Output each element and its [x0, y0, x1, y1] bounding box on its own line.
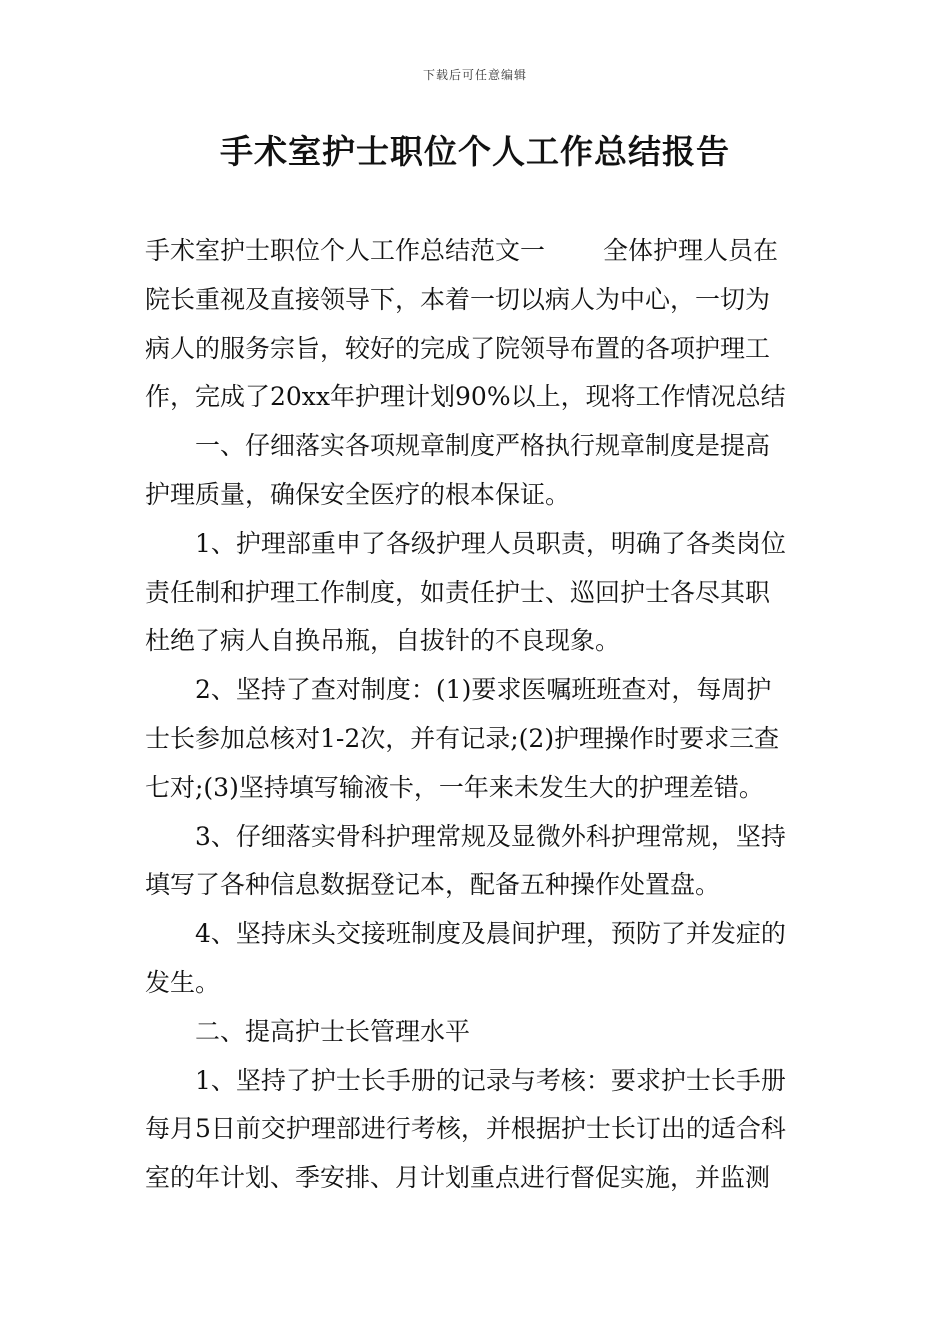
text-line: 责任制和护理工作制度，如责任护士、巡回护士各尽其职: [145, 577, 771, 607]
text-line: 每月5日前交护理部进行考核，并根据护士长订出的适合科: [145, 1114, 786, 1144]
item-4-paragraph: [145, 910, 807, 1008]
intro-heading: 手术室护士职位个人工作总结范文一: [145, 236, 546, 265]
text-line: 杜绝了病人自换吊瓶，自拔针的不良现象。: [145, 626, 621, 656]
text-line: 士长参加总核对1-2次，并有记录;(2)护理操作时要求三查: [145, 723, 780, 753]
header-note: 下载后可任意编辑: [422, 68, 527, 82]
text-line: 4、坚持床头交接班制度及晨间护理，预防了并发症的: [195, 919, 786, 949]
text-line: 1、护理部重申了各级护理人员职责，明确了各类岗位: [195, 528, 786, 558]
section-two-item-1-paragraph: [145, 1057, 807, 1203]
document-title: 手术室护士职位个人工作总结报告: [220, 132, 730, 171]
text-line: 二、提高护士长管理水平: [195, 1016, 471, 1046]
text-line: 一、仔细落实各项规章制度严格执行规章制度是提高: [195, 431, 771, 461]
text-line: 1、坚持了护士长手册的记录与考核：要求护士长手册: [195, 1065, 786, 1095]
item-3-paragraph: [145, 813, 807, 911]
text-line: 3、仔细落实骨科护理常规及显微外科护理常规，坚持: [195, 821, 786, 851]
section-two-heading-paragraph: [145, 1008, 807, 1057]
text-line: 填写了各种信息数据登记本，配备五种操作处置盘。: [145, 870, 721, 900]
document-body: [145, 227, 807, 1203]
item-2-paragraph: [145, 666, 807, 812]
item-1-paragraph: [145, 520, 807, 666]
text-line: 室的年计划、季安排、月计划重点进行督促实施，并监测: [145, 1163, 771, 1193]
text-line: 七对;(3)坚持填写输液卡，一年来未发生大的护理差错。: [145, 772, 764, 802]
intro-paragraph: [145, 227, 807, 422]
text-line: 院长重视及直接领导下，本着一切以病人为中心，一切为: [145, 284, 771, 314]
text-line: 护理质量，确保安全医疗的根本保证。: [145, 479, 571, 509]
text-span: 全体护理人员在: [603, 236, 779, 265]
text-line: [145, 227, 807, 276]
text-line: 病人的服务宗旨，较好的完成了院领导布置的各项护理工: [145, 333, 771, 363]
section-one-heading-paragraph: [145, 422, 807, 520]
text-line: 发生。: [145, 967, 221, 997]
text-line: 作，完成了20xx年护理计划90%以上，现将工作情况总结: [145, 382, 786, 412]
text-line: 2、坚持了查对制度：(1)要求医嘱班班查对，每周护: [195, 675, 772, 705]
